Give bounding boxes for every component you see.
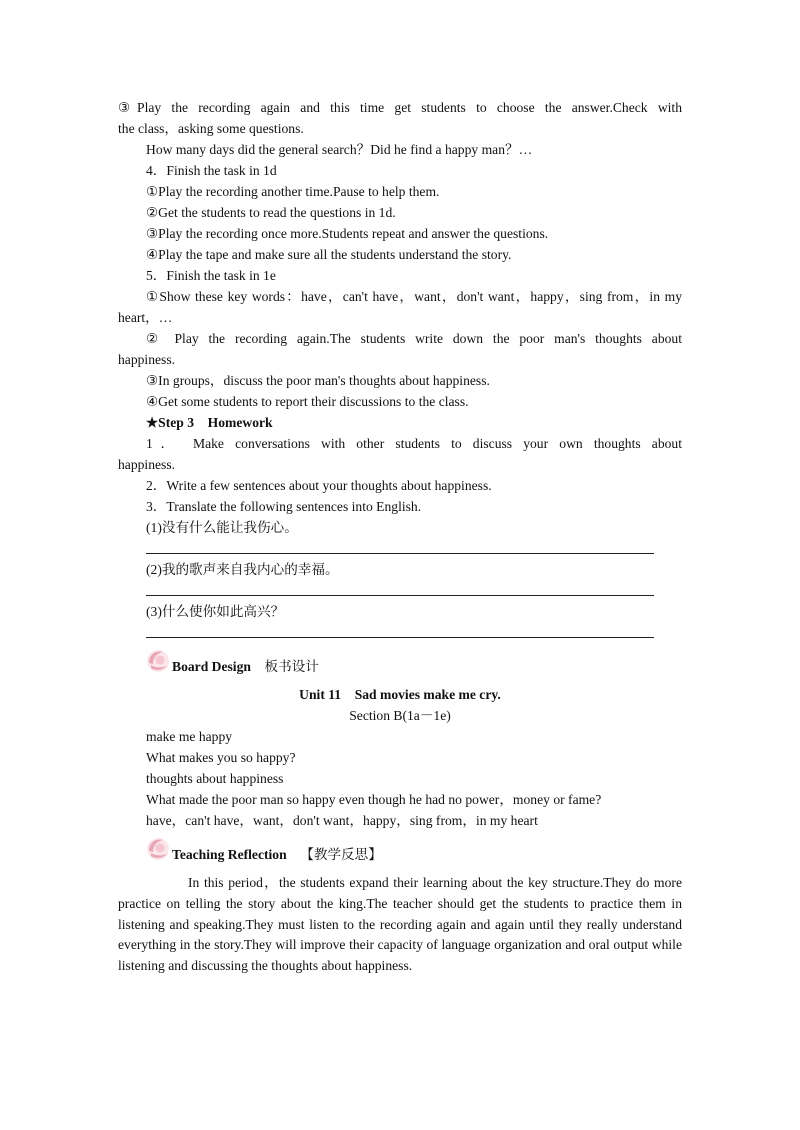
text-line: the class，asking some questions. [118,121,304,136]
teaching-reflection-heading [146,836,446,866]
teaching-reflection-label: Teaching Reflection 【教学反思】 [172,847,382,862]
text-line: 1． Make conversations with other students to discuss your own thoughts about [146,436,682,451]
board-title: Unit 11 Sad movies make me cry. [299,687,501,702]
flower-icon [146,836,172,862]
step-heading: ★Step 3 Homework [146,415,273,430]
board-line: thoughts about happiness [146,771,284,786]
text-line: 2．Write a few sentences about your thoughts about happiness. [146,478,492,493]
board-line: What made the poor man so happy even though he had no power，money or fame? [146,792,602,807]
reflection-paragraph: In this period，the students expand their learning about the key structure.They do more practice on telling the story about the king.The teacher should get the students to practice them in listening and speaking.They must listen to the recording again and again until they really understand everything in the story.They will improve their capacity of language organization and oral output while listening and discussing the thoughts about happiness. [118,875,682,974]
translate-item: (3)什么使你如此高兴？ [146,604,285,619]
board-line: make me happy [146,729,233,744]
task-heading: 5．Finish the task in 1e [146,268,276,283]
text-line: ①Play the recording another time.Pause to help them. [146,184,440,199]
board-line: have，can't have，want，don't want，happy，sing from，in my heart [146,813,538,828]
board-line: What makes you so happy? [146,750,296,765]
text-line: 3．Translate the following sentences into English. [146,499,422,514]
task-heading: 4．Finish the task in 1d [146,163,277,178]
translate-item: (2)我的歌声来自我内心的幸福。 [146,562,339,577]
step-3-line: ③Play the recording again and this time get students to choose the answer.Check with [118,100,682,115]
text-line: ② Play the recording again.The students write down the poor man's thoughts about [146,331,682,346]
answer-line [146,595,654,596]
text-line: ③In groups，discuss the poor man's thoughts about happiness. [146,373,490,388]
text-line: ②Get the students to read the questions in 1d. [146,205,396,220]
text-line: ③Play the recording once more.Students repeat and answer the questions. [146,226,549,241]
flower-icon [146,648,172,674]
text-line: ④Play the tape and make sure all the students understand the story. [146,247,512,262]
answer-line [146,553,654,554]
text-line: How many days did the general search？Did he find a happy man？… [146,142,533,157]
board-subtitle: Section B(1a－1e) [349,708,451,723]
text-line: ④Get some students to report their discussions to the class. [146,394,469,409]
board-design-heading [146,648,446,678]
translate-item: (1)没有什么能让我伤心。 [146,520,298,535]
text-line: heart，… [118,310,173,325]
board-design-label: Board Design 板书设计 [172,659,319,674]
text-line: happiness. [118,457,176,472]
text-line: ①Show these key words：have，can't have，want，don't want，happy，sing from，in my [146,289,682,304]
text-line: happiness. [118,352,176,367]
answer-line [146,637,654,638]
